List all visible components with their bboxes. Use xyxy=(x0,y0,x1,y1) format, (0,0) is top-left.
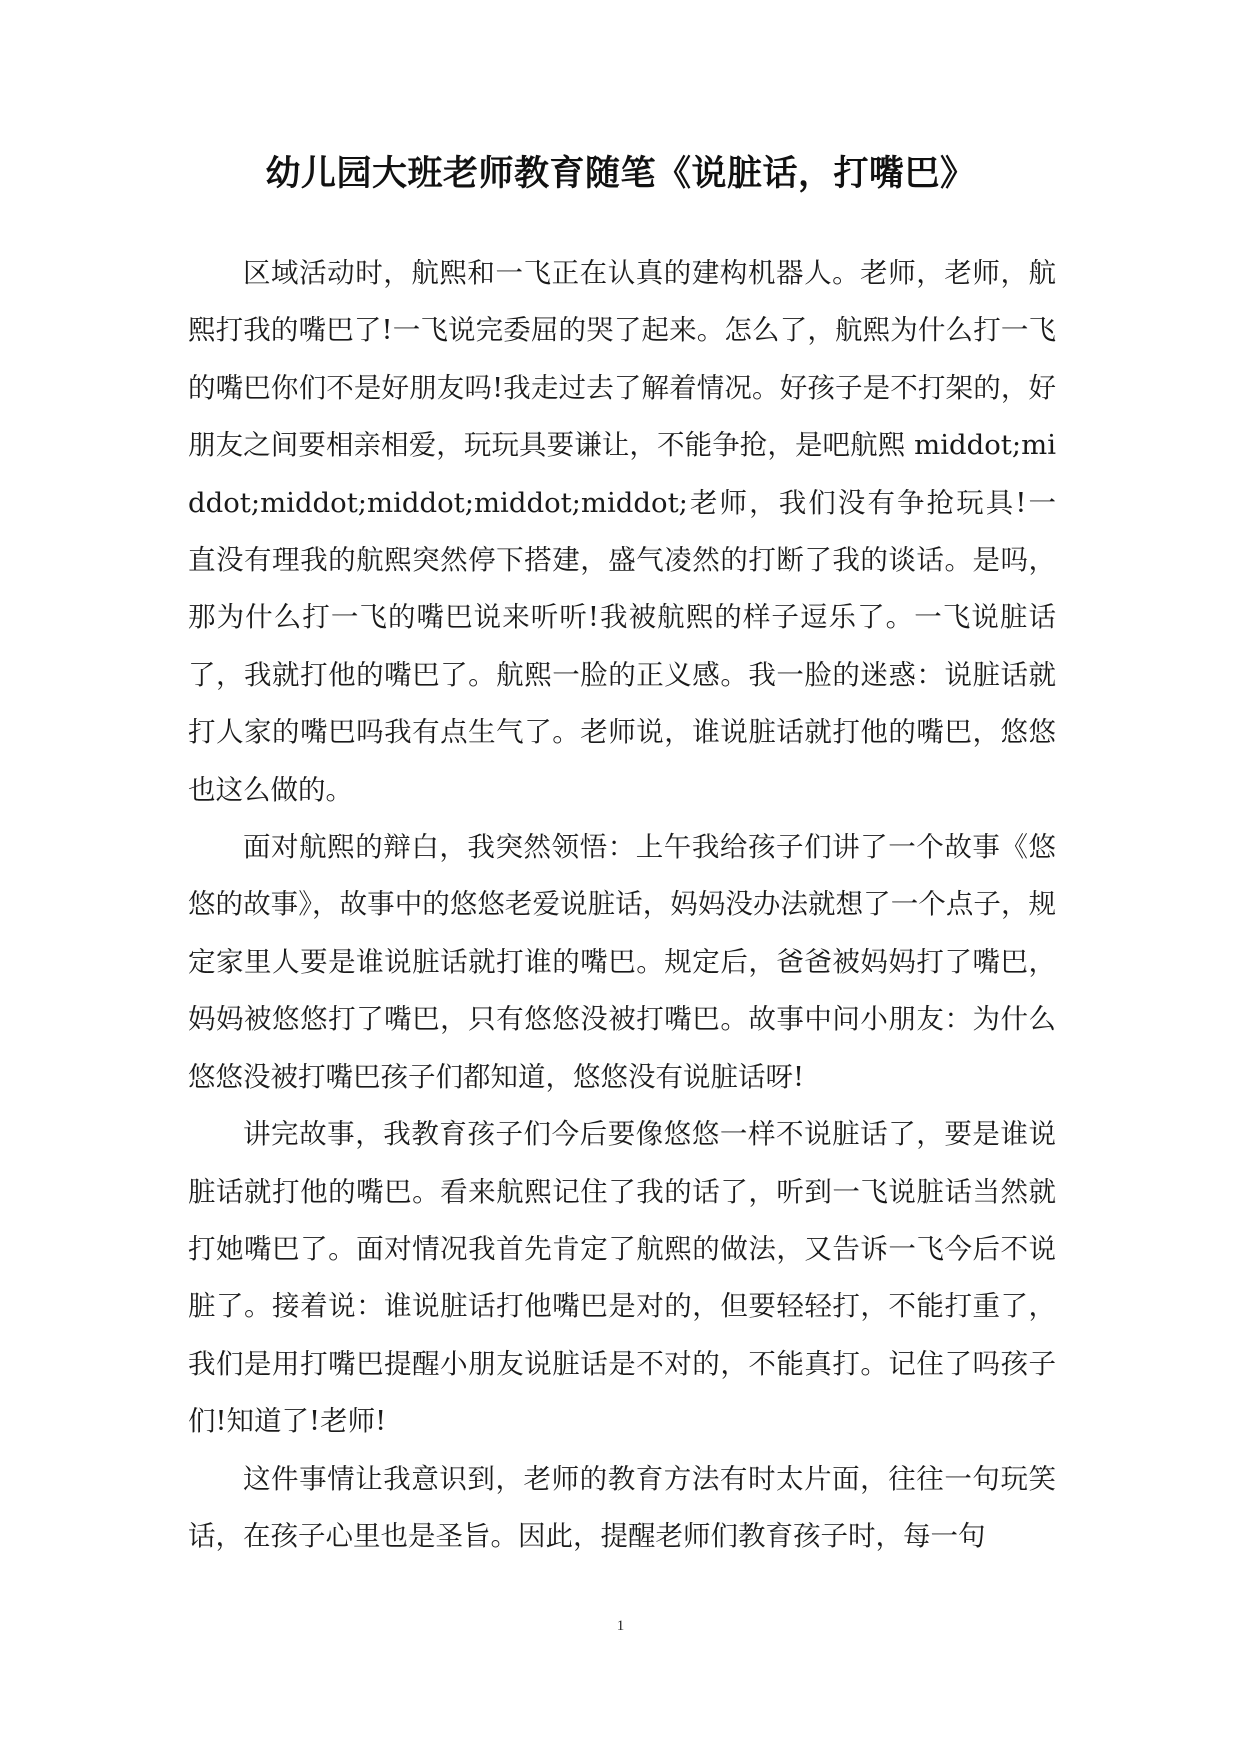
page-number: 1 xyxy=(616,1618,625,1634)
paragraph-4: 这件事情让我意识到，老师的教育方法有时太片面，往往一句玩笑话，在孩子心里也是圣旨。因此，提醒老师们教育孩子时，每一句 xyxy=(188,1462,1056,1552)
document-body xyxy=(188,245,1056,1565)
document-title: 幼儿园大班老师教育随笔《说脏话，打嘴巴》 xyxy=(265,153,976,194)
paragraph-3: 讲完故事，我教育孩子们今后要像悠悠一样不说脏话了，要是谁说脏话就打他的嘴巴。看来航熙记住了我的话了，听到一飞说脏话当然就打她嘴巴了。面对情况我首先肯定了航熙的做法，又告诉一飞今后不说脏了。接着说：谁说脏话打他嘴巴是对的，但要轻轻打，不能打重了，我们是用打嘴巴提醒小朋友说脏话是不对的，不能真打。记住了吗孩子们!知道了!老师! xyxy=(188,1118,1056,1438)
paragraph-2: 面对航熙的辩白，我突然领悟：上午我给孩子们讲了一个故事《悠悠的故事》，故事中的悠悠老爱说脏话，妈妈没办法就想了一个点子，规定家里人要是谁说脏话就打谁的嘴巴。规定后，爸爸被妈妈打了嘴巴，妈妈被悠悠打了嘴巴，只有悠悠没被打嘴巴。故事中问小朋友：为什么悠悠没被打嘴巴孩子们都知道，悠悠没有说脏话呀! xyxy=(188,831,1056,1093)
paragraph-1: 区域活动时，航熙和一飞正在认真的建构机器人。老师，老师，航熙打我的嘴巴了!一飞说完委屈的哭了起来。怎么了，航熙为什么打一飞的嘴巴你们不是好朋友吗!我走过去了解着情况。好孩子是不打架的，好朋友之间要相亲相爱，玩玩具要谦让，不能争抢，是吧航熙 middot;middot;middot;middot;middot;middot;老师，我们没有争抢玩具!一直没有理我的航熙突然停下搭建，盛气凌然的打断了我的谈话。是吗，那为什么打一飞的嘴巴说来听听!我被航熙的样子逗乐了。一飞说脏话了，我就打他的嘴巴了。航熙一脸的正义感。我一脸的迷惑：说脏话就打人家的嘴巴吗我有点生气了。老师说，谁说脏话就打他的嘴巴，悠悠也这么做的。 xyxy=(188,257,1056,806)
